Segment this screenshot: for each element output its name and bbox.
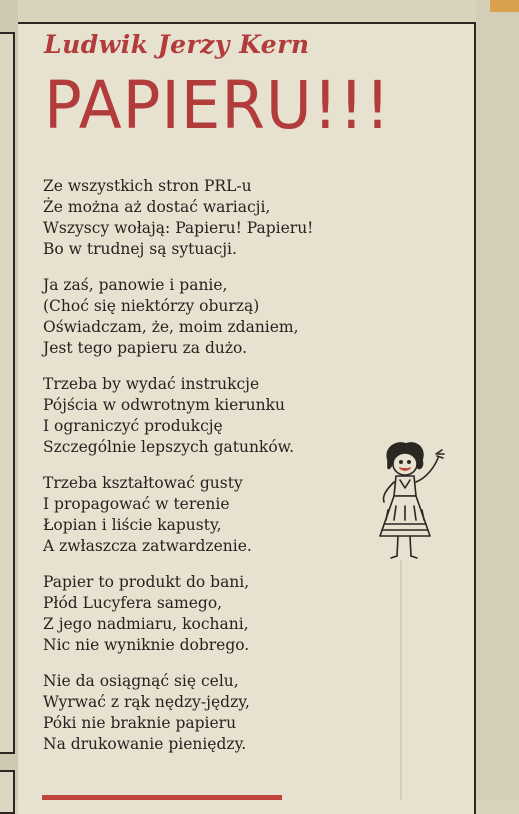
poem-line: Trzeba kształtować gusty — [43, 474, 243, 492]
stanza — [43, 176, 383, 260]
right-margin — [476, 0, 519, 800]
poem-line: (Choć się niektórzy oburzą) — [43, 297, 260, 315]
poem-line: Płód Lucyfera samego, — [43, 594, 223, 612]
poem-line: I propagować w terenie — [43, 495, 230, 513]
poem-line: A zwłaszcza zatwardzenie. — [43, 537, 252, 555]
stanza — [43, 275, 383, 359]
stanza — [43, 473, 383, 557]
poem-body — [43, 176, 383, 770]
pen-stroke — [400, 560, 402, 800]
poem-line: I ograniczyć produkcję — [43, 417, 223, 435]
poem-line: Ze wszystkich stron PRL-u — [43, 177, 252, 195]
page-tab — [490, 0, 519, 12]
poem-line: Papier to produkt do bani, — [43, 573, 250, 591]
poem-line: Szczególnie lepszych gatunków. — [43, 438, 295, 456]
poem-line: Na drukowanie pieniędzy. — [43, 735, 247, 753]
poem-line: Łopian i liście kapusty, — [43, 516, 222, 534]
poem-line: Z jego nadmiaru, kochani, — [43, 615, 249, 633]
poem-line: Bo w trudnej są sytuacji. — [43, 240, 237, 258]
poem-line: Nic nie wyniknie dobrego. — [43, 636, 250, 654]
poem-line: Wyrwać z rąk nędzy-jędzy, — [43, 693, 250, 711]
poem-line: Ja zaś, panowie i panie, — [43, 276, 228, 294]
poem-line: Oświadczam, że, moim zdaniem, — [43, 318, 299, 336]
poem-line: Trzeba by wydać instrukcje — [43, 375, 260, 393]
stanza — [43, 671, 383, 755]
poem-line: Póki nie braknie papieru — [43, 714, 237, 732]
adjacent-column-frame — [0, 32, 15, 754]
poem-line: Że można aż dostać wariacji, — [43, 198, 271, 216]
author-name: Ludwik Jerzy Kern — [44, 30, 310, 59]
waving-girl-icon — [372, 440, 454, 568]
poem-title: PAPIERU!!! — [44, 67, 391, 144]
next-article-rule — [42, 795, 282, 800]
stanza — [43, 374, 383, 458]
poem-line: Jest tego papieru za dużo. — [43, 339, 248, 357]
poem-line: Nie da osiągnąć się celu, — [43, 672, 239, 690]
stanza — [43, 572, 383, 656]
adjacent-column-frame-bottom — [0, 770, 15, 814]
poem-line: Wszyscy wołają: Papieru! Papieru! — [43, 219, 314, 237]
poem-line: Pójścia w odwrotnym kierunku — [43, 396, 286, 414]
